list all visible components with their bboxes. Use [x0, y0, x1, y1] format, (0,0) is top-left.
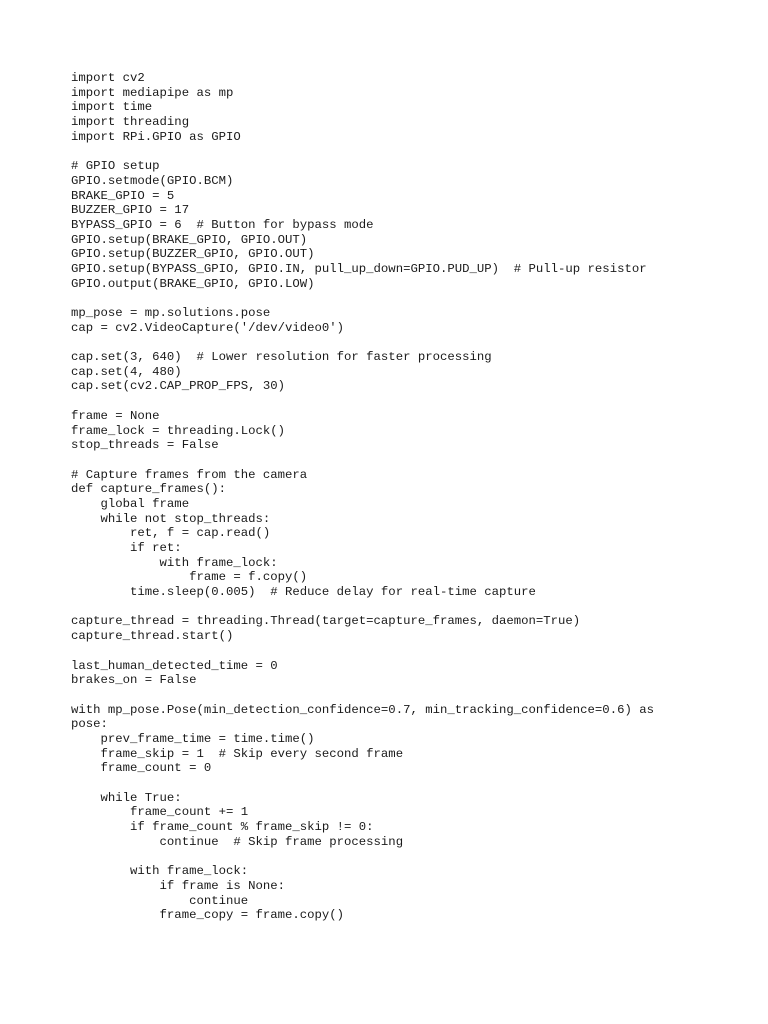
code-line: [71, 291, 731, 306]
code-line: last_human_detected_time = 0: [71, 658, 278, 673]
code-line: [71, 688, 731, 703]
code-line: GPIO.setmode(GPIO.BCM): [71, 173, 234, 188]
code-line: time.sleep(0.005) # Reduce delay for real-time capture: [71, 585, 536, 600]
code-line: import mediapipe as mp: [71, 85, 234, 100]
code-line: prev_frame_time = time.time(): [71, 731, 315, 746]
code-line: BYPASS_GPIO = 6 # Button for bypass mode: [71, 217, 374, 232]
code-line: [71, 849, 731, 864]
code-line: frame_copy = frame.copy(): [71, 908, 345, 923]
code-line: frame = None: [71, 408, 160, 423]
code-line: brakes_on = False: [71, 673, 197, 688]
code-line: def capture_frames():: [71, 482, 226, 497]
code-line: frame_count = 0: [71, 761, 212, 776]
code-line: import threading: [71, 115, 190, 130]
code-line: global frame: [71, 496, 190, 511]
code-line: import RPi.GPIO as GPIO: [71, 129, 241, 144]
code-line: while not stop_threads:: [71, 511, 271, 526]
code-line: BUZZER_GPIO = 17: [71, 203, 190, 218]
code-listing: [71, 71, 731, 923]
code-line: pose:: [71, 717, 108, 732]
code-line: # Capture frames from the camera: [71, 467, 308, 482]
code-line: GPIO.output(BRAKE_GPIO, GPIO.LOW): [71, 276, 315, 291]
code-line: continue # Skip frame processing: [71, 834, 404, 849]
code-line: stop_threads = False: [71, 438, 219, 453]
code-line: [71, 394, 731, 409]
code-line: if frame_count % frame_skip != 0:: [71, 820, 374, 835]
code-line: [71, 776, 731, 791]
code-line: [71, 453, 731, 468]
code-line: with frame_lock:: [71, 555, 278, 570]
code-line: if ret:: [71, 541, 182, 555]
code-line: cap = cv2.VideoCapture('/dev/video0'): [71, 320, 345, 335]
code-line: GPIO.setup(BUZZER_GPIO, GPIO.OUT): [71, 247, 315, 262]
code-line: frame = f.copy(): [71, 570, 308, 585]
code-line: if frame is None:: [71, 878, 286, 893]
code-line: GPIO.setup(BYPASS_GPIO, GPIO.IN, pull_up_down=GPIO.PUD_UP) # Pull-up resistor: [71, 261, 647, 276]
code-line: frame_skip = 1 # Skip every second frame: [71, 746, 404, 761]
code-line: with mp_pose.Pose(min_detection_confidence=0.7, min_tracking_confidence=0.6) as: [71, 702, 654, 717]
code-line: [71, 335, 731, 350]
code-line: [71, 144, 731, 159]
code-line: mp_pose = mp.solutions.pose: [71, 306, 271, 320]
code-line: BRAKE_GPIO = 5: [71, 188, 175, 203]
code-line: import time: [71, 100, 153, 115]
code-line: capture_thread = threading.Thread(target=capture_frames, daemon=True): [71, 614, 581, 629]
code-line: cap.set(cv2.CAP_PROP_FPS, 30): [71, 379, 286, 394]
code-line: frame_lock = threading.Lock(): [71, 423, 286, 438]
code-line: with frame_lock:: [71, 864, 249, 879]
code-line: cap.set(4, 480): [71, 364, 182, 379]
code-line: continue: [71, 893, 249, 908]
code-line: [71, 644, 731, 659]
code-line: capture_thread.start(): [71, 629, 234, 644]
code-line: GPIO.setup(BRAKE_GPIO, GPIO.OUT): [71, 232, 308, 247]
code-line: # GPIO setup: [71, 159, 160, 174]
code-line: import cv2: [71, 71, 145, 85]
code-line: ret, f = cap.read(): [71, 526, 271, 541]
code-line: [71, 600, 731, 615]
code-line: while True:: [71, 790, 182, 805]
code-line: frame_count += 1: [71, 805, 249, 820]
code-line: cap.set(3, 640) # Lower resolution for faster processing: [71, 350, 492, 365]
